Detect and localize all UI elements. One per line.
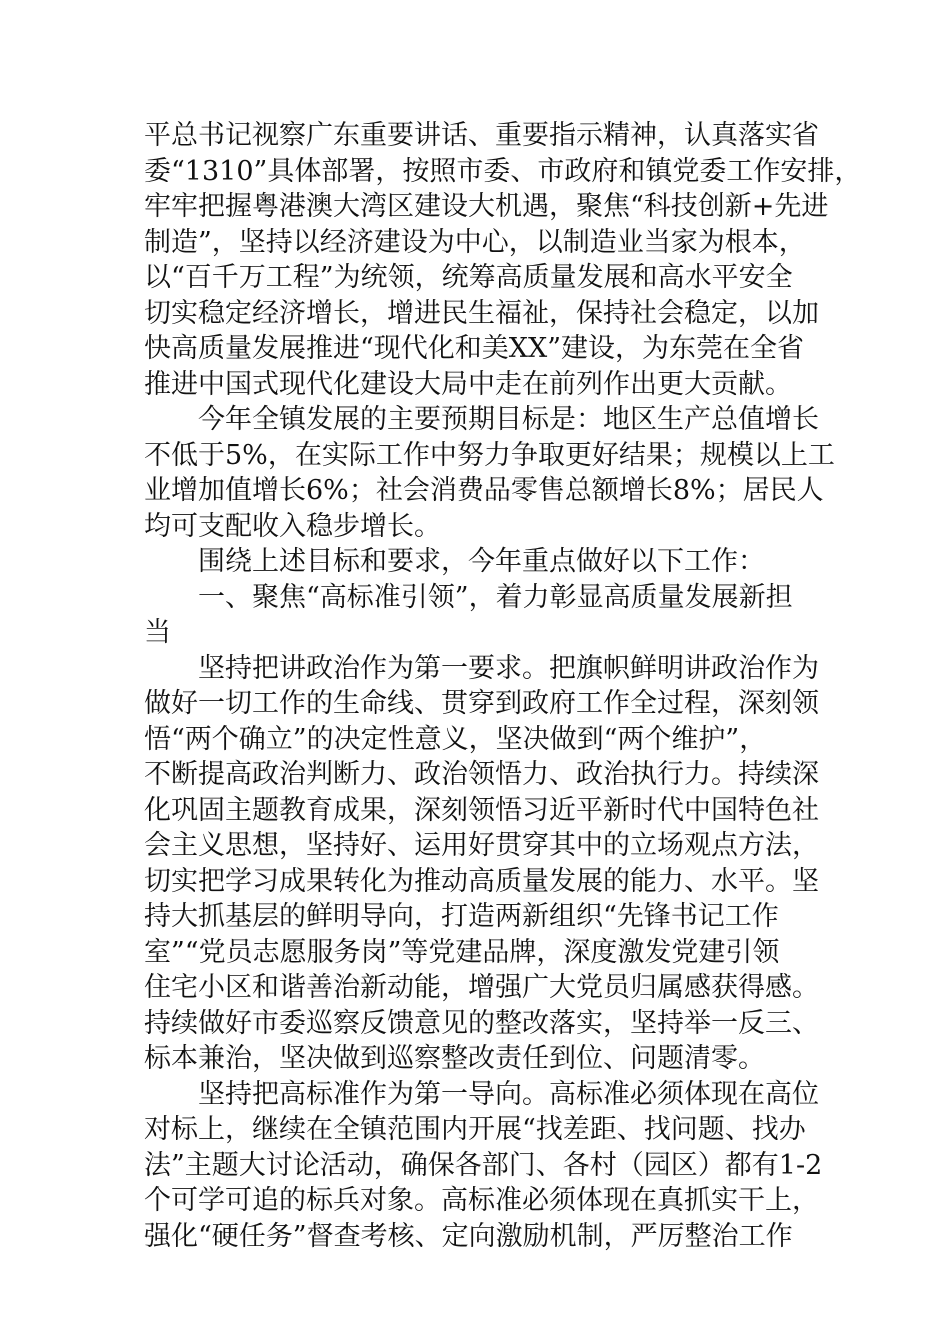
document-body: [144, 118, 862, 1254]
text-line: 当: [144, 617, 171, 648]
text-line: 个可学可追的标兵对象。高标准必须体现在真抓实干上，: [144, 1185, 819, 1216]
text-line: 不低于5%，在实际工作中努力争取更好结果；规模以上工: [144, 439, 835, 471]
text-line: 标本兼治，坚决做到巡察整改责任到位、问题清零。: [144, 1043, 765, 1074]
text-line: 做好一切工作的生命线、贯穿到政府工作全过程，深刻领: [144, 688, 819, 719]
text-line: 围绕上述目标和要求，今年重点做好以下工作：: [198, 546, 765, 577]
text-line: 强化“硬任务”督查考核、定向激励机制，严厉整治工作: [144, 1220, 793, 1252]
text-line: 持续做好市委巡察反馈意见的整改落实，坚持举一反三、: [144, 1007, 819, 1039]
text-line: 住宅小区和谐善治新动能，增强广大党员归属感获得感。: [144, 972, 819, 1003]
text-line: 对标上，继续在全镇范围内开展“找差距、找问题、找办: [144, 1114, 806, 1145]
text-line: 快高质量发展推进“现代化和美XX”建设，为东莞在全省: [144, 333, 805, 364]
text-line: 委“1310”具体部署，按照市委、市政府和镇党委工作安排，: [144, 155, 862, 187]
text-line: 化巩固主题教育成果，深刻领悟习近平新时代中国特色社: [144, 794, 819, 826]
text-line: 悟“两个确立”的决定性意义，坚决做到“两个维护”，: [144, 723, 767, 755]
text-line: 平总书记视察广东重要讲话、重要指示精神，认真落实省: [144, 120, 819, 151]
text-line: 持大抓基层的鲜明导向，打造两新组织“先锋书记工作: [144, 901, 779, 932]
text-line: 不断提高政治判断力、政治领悟力、政治执行力。持续深: [144, 759, 819, 790]
text-line: 今年全镇发展的主要预期目标是：地区生产总值增长: [198, 404, 819, 435]
text-line: 法”主题大讨论活动，确保各部门、各村（园区）都有1-2: [144, 1149, 823, 1181]
text-line: 切实把学习成果转化为推动高质量发展的能力、水平。坚: [144, 865, 819, 897]
text-line: 室”“党员志愿服务岗”等党建品牌，深度激发党建引领: [144, 936, 780, 968]
text-line: 业增加值增长6%；社会消费品零售总额增长8%；居民人: [144, 475, 824, 506]
text-line: 坚持把高标准作为第一导向。高标准必须体现在高位: [198, 1078, 819, 1110]
text-line: 均可支配收入稳步增长。: [144, 510, 441, 542]
text-line: 推进中国式现代化建设大局中走在前列作出更大贡献。: [144, 368, 792, 400]
text-line: 会主义思想，坚持好、运用好贯穿其中的立场观点方法，: [144, 830, 819, 861]
text-line: 一、聚焦“高标准引领”，着力彰显高质量发展新担: [198, 581, 793, 613]
text-line: 牢牢把握粤港澳大湾区建设大机遇，聚焦“科技创新+先进: [144, 191, 829, 222]
text-line: 以“百千万工程”为统领，统筹高质量发展和高水平安全: [144, 262, 793, 293]
text-line: 坚持把讲政治作为第一要求。把旗帜鲜明讲政治作为: [198, 652, 819, 684]
text-line: 制造”，坚持以经济建设为中心，以制造业当家为根本，: [144, 226, 806, 258]
text-line: 切实稳定经济增长，增进民生福祉，保持社会稳定，以加: [144, 297, 819, 329]
